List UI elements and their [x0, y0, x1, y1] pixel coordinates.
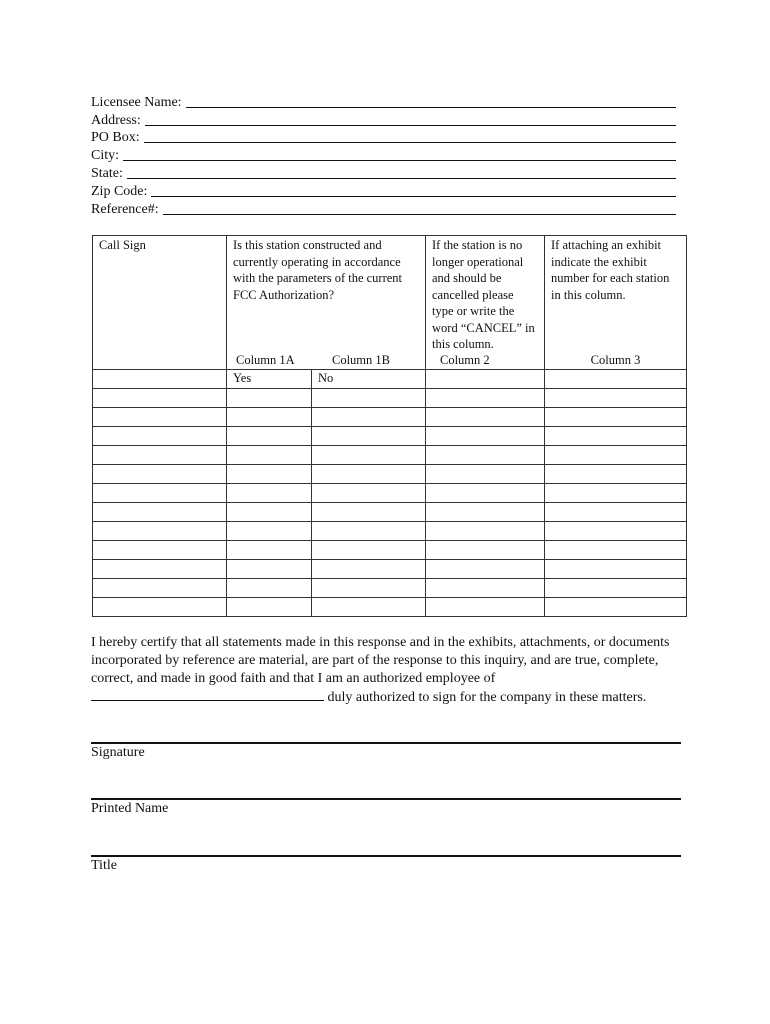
table-cell[interactable] [312, 445, 426, 464]
table-cell[interactable] [227, 426, 312, 445]
table-row [93, 388, 687, 407]
printed-name-line[interactable] [91, 798, 681, 800]
stations-table [92, 235, 687, 617]
exhibit-header [545, 236, 687, 370]
cancel-header [426, 236, 545, 370]
table-cell[interactable] [93, 388, 227, 407]
table-row [93, 597, 687, 616]
table-cell[interactable] [227, 502, 312, 521]
table-row [93, 445, 687, 464]
table-cell[interactable] [312, 502, 426, 521]
city-field[interactable] [91, 146, 676, 164]
address-field[interactable] [91, 111, 676, 129]
signature-label: Signature [91, 745, 145, 760]
table-row [93, 502, 687, 521]
table-cell[interactable] [312, 464, 426, 483]
table-cell[interactable] [426, 559, 545, 578]
table-cell[interactable] [545, 407, 687, 426]
table-cell[interactable] [312, 521, 426, 540]
table-row [93, 540, 687, 559]
fill-line[interactable] [145, 113, 676, 126]
zip-code-field[interactable] [91, 182, 676, 200]
table-cell[interactable] [426, 578, 545, 597]
table-row [93, 464, 687, 483]
field-label: City: [91, 148, 120, 164]
table-cell[interactable] [545, 540, 687, 559]
column-1a-label: Column 1A [236, 353, 295, 367]
certification-text-end: duly authorized to sign for the company in these matters. [327, 690, 647, 705]
table-cell[interactable] [426, 426, 545, 445]
yes-cell[interactable] [227, 369, 312, 388]
table-cell[interactable] [426, 502, 545, 521]
table-cell[interactable] [545, 502, 687, 521]
table-cell[interactable] [545, 521, 687, 540]
table-cell[interactable] [93, 540, 227, 559]
reference-field[interactable] [91, 200, 676, 218]
certification-text: I hereby certify that all statements made in this response and in the exhibits, attachments, or documents incorporated by reference are material, are part of the response to this inquiry, and are true, complete, correct, and made in good faith and that I am an authorized employee of [91, 635, 670, 686]
table-cell[interactable] [426, 407, 545, 426]
table-cell[interactable] [426, 597, 545, 616]
table-cell[interactable] [93, 426, 227, 445]
po-box-field[interactable] [91, 129, 676, 147]
field-label: Licensee Name: [91, 94, 182, 110]
table-cell[interactable] [93, 502, 227, 521]
column-2-label: Column 2 [440, 353, 490, 367]
table-row [93, 426, 687, 445]
table-cell[interactable] [312, 540, 426, 559]
table-cell[interactable] [545, 483, 687, 502]
table-cell[interactable] [227, 559, 312, 578]
table-row [93, 578, 687, 597]
table-header-row [93, 236, 687, 370]
table-cell[interactable] [426, 369, 545, 388]
column-3-label: Column 3 [590, 353, 641, 367]
table-cell[interactable] [545, 445, 687, 464]
table-cell[interactable] [545, 388, 687, 407]
table-cell[interactable] [93, 369, 227, 388]
field-label: Reference#: [91, 201, 159, 217]
table-cell[interactable] [227, 597, 312, 616]
table-cell[interactable] [93, 464, 227, 483]
title-line[interactable] [91, 855, 681, 857]
table-cell[interactable] [426, 521, 545, 540]
yes-no-row [93, 369, 687, 388]
licensee-name-field[interactable] [91, 93, 676, 111]
table-cell[interactable] [227, 540, 312, 559]
operating-question-text: Is this station constructed and currently operating in accordance with the parameters of the current FCC Authorization? [233, 238, 403, 302]
table-cell[interactable] [426, 388, 545, 407]
table-cell[interactable] [426, 483, 545, 502]
table-cell[interactable] [227, 445, 312, 464]
table-cell[interactable] [227, 521, 312, 540]
table-cell[interactable] [93, 445, 227, 464]
table-cell[interactable] [312, 578, 426, 597]
table-cell[interactable] [227, 407, 312, 426]
table-cell[interactable] [227, 483, 312, 502]
table-cell[interactable] [227, 388, 312, 407]
table-row [93, 407, 687, 426]
no-label: No [318, 370, 334, 385]
table-cell[interactable] [93, 578, 227, 597]
table-cell[interactable] [312, 388, 426, 407]
printed-name-label: Printed Name [91, 801, 169, 816]
table-cell[interactable] [545, 464, 687, 483]
table-cell[interactable] [545, 559, 687, 578]
no-cell[interactable] [312, 369, 426, 388]
exhibit-instructions: If attaching an exhibit indicate the exhibit number for each station in this column. [551, 238, 670, 302]
column-1b-label: Column 1B [332, 353, 390, 367]
licensee-fields [91, 93, 676, 218]
field-label: State: [91, 165, 123, 181]
certification-paragraph [91, 634, 689, 707]
title-label: Title [91, 858, 117, 873]
fill-line[interactable] [144, 130, 676, 143]
table-cell[interactable] [93, 559, 227, 578]
fill-line[interactable] [163, 202, 676, 215]
table-cell[interactable] [93, 521, 227, 540]
fill-line[interactable] [123, 148, 676, 161]
table-cell[interactable] [312, 597, 426, 616]
employer-blank-line[interactable] [91, 688, 324, 701]
table-cell[interactable] [545, 369, 687, 388]
call-sign-header [93, 236, 227, 370]
yes-label: Yes [233, 370, 252, 385]
table-cell[interactable] [545, 426, 687, 445]
field-label: PO Box: [91, 130, 140, 146]
field-label: Address: [91, 112, 141, 128]
call-sign-label: Call Sign [99, 238, 146, 252]
column-1-labels [227, 352, 425, 369]
fill-line[interactable] [151, 184, 676, 197]
cancel-instructions: If the station is no longer operational and should be cancelled please type or write the word “CANCEL” in this column. [432, 238, 535, 351]
table-cell[interactable] [227, 578, 312, 597]
table-row [93, 483, 687, 502]
state-field[interactable] [91, 164, 676, 182]
table-cell[interactable] [426, 445, 545, 464]
table-row [93, 521, 687, 540]
table-cell[interactable] [545, 597, 687, 616]
field-label: Zip Code: [91, 183, 148, 199]
table-cell[interactable] [312, 559, 426, 578]
table-cell[interactable] [312, 483, 426, 502]
table-cell[interactable] [545, 578, 687, 597]
table-cell[interactable] [93, 407, 227, 426]
table-row [93, 559, 687, 578]
table-cell[interactable] [312, 426, 426, 445]
fill-line[interactable] [127, 166, 676, 179]
fill-line[interactable] [186, 95, 676, 108]
operating-question-header [227, 236, 426, 370]
table-cell[interactable] [426, 540, 545, 559]
table-cell[interactable] [93, 483, 227, 502]
signature-line[interactable] [91, 742, 681, 744]
table-cell[interactable] [93, 597, 227, 616]
table-cell[interactable] [227, 464, 312, 483]
table-cell[interactable] [312, 407, 426, 426]
table-cell[interactable] [426, 464, 545, 483]
